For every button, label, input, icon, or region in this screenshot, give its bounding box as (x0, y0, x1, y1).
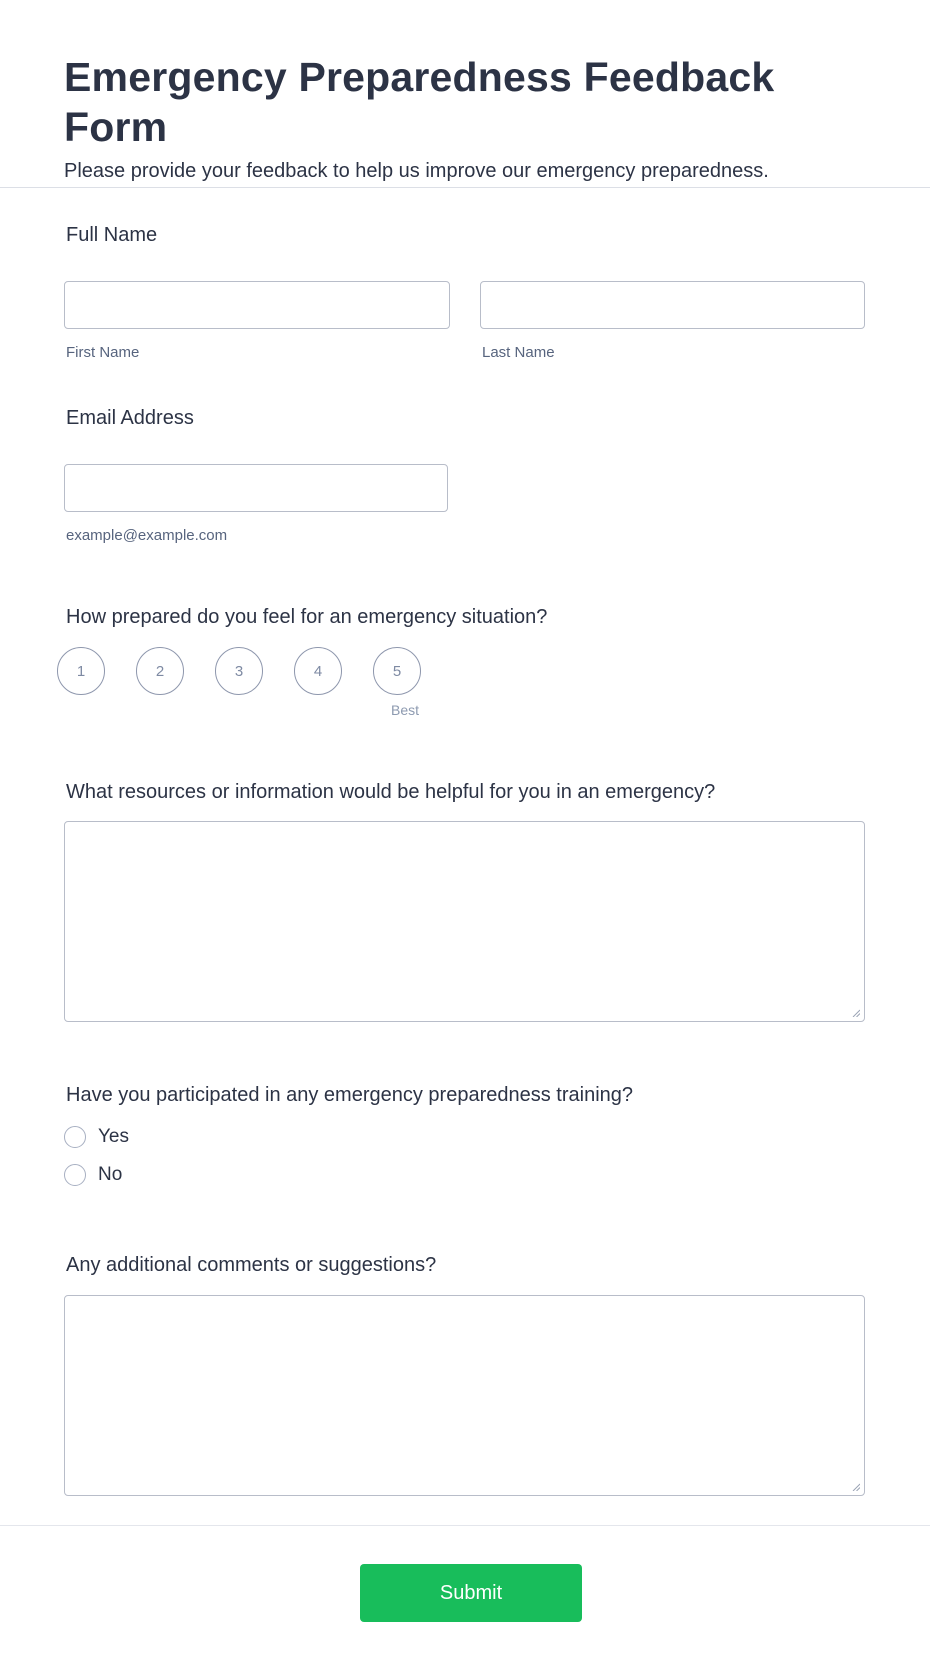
form-header (0, 0, 930, 188)
rating-option-4[interactable]: 4 (294, 647, 342, 695)
resources-label: What resources or information would be helpful for you in an emergency? (66, 781, 716, 803)
form-title: Emergency Preparedness Feedback Form (64, 54, 775, 150)
rating-option-2[interactable]: 2 (136, 647, 184, 695)
preparedness-label: How prepared do you feel for an emergency situation? (66, 606, 548, 628)
email-label: Email Address (66, 407, 194, 429)
resize-grip-icon[interactable] (852, 1009, 860, 1017)
last-name-input[interactable] (480, 281, 865, 329)
rating-option-3[interactable]: 3 (215, 647, 263, 695)
first-name-sublabel: First Name (66, 344, 140, 361)
full-name-label: Full Name (66, 224, 158, 246)
submit-button[interactable]: Submit (360, 1564, 582, 1622)
comments-label: Any additional comments or suggestions? (66, 1254, 437, 1276)
form-description: Please provide your feedback to help us improve our emergency preparedness. (64, 160, 769, 182)
resize-grip-icon[interactable] (852, 1483, 860, 1491)
radio-no-label: No (98, 1164, 123, 1185)
email-input[interactable] (64, 464, 448, 512)
training-option-no[interactable] (64, 1162, 122, 1188)
comments-textarea[interactable] (64, 1295, 865, 1496)
rating-option-5[interactable]: 5 (373, 647, 421, 695)
rating-option-1[interactable]: 1 (57, 647, 105, 695)
radio-yes[interactable] (64, 1126, 86, 1148)
training-label: Have you participated in any emergency preparedness training? (66, 1084, 634, 1106)
training-option-yes[interactable] (64, 1124, 129, 1150)
form-footer (0, 1525, 930, 1674)
radio-yes-label: Yes (98, 1126, 129, 1147)
email-sublabel: example@example.com (66, 527, 228, 544)
radio-no[interactable] (64, 1164, 86, 1186)
last-name-sublabel: Last Name (482, 344, 555, 361)
first-name-input[interactable] (64, 281, 450, 329)
rating-best-label: Best (391, 702, 420, 718)
resources-textarea[interactable] (64, 821, 865, 1022)
